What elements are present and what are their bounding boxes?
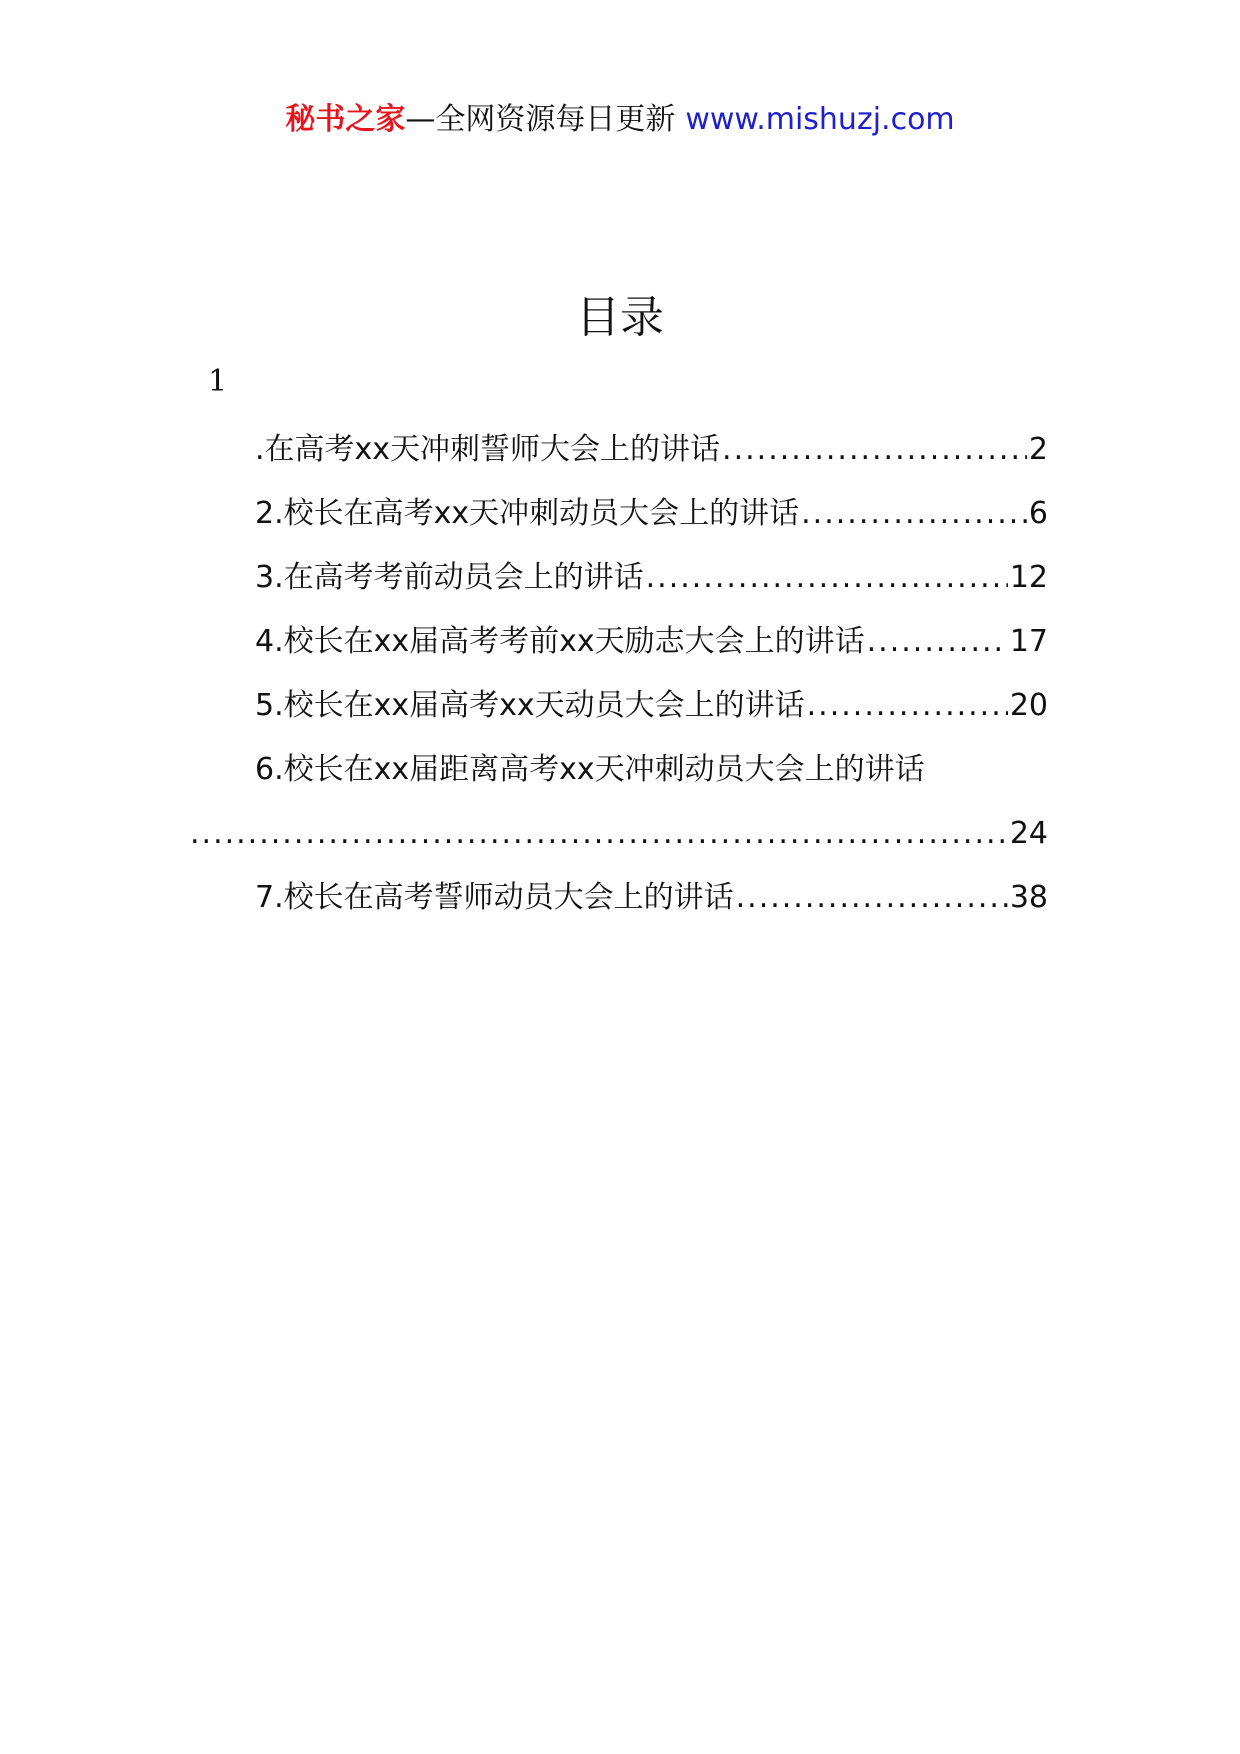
toc-page-number: 17: [1009, 624, 1048, 659]
toc-page-number: 12: [1009, 560, 1048, 595]
toc-dot-leader: [646, 558, 1008, 598]
stray-list-number: 1: [208, 364, 228, 399]
toc-entry-continuation[interactable]: [190, 814, 1048, 854]
toc-dot-leader: [801, 494, 1027, 534]
toc-entry[interactable]: [255, 558, 1048, 598]
toc-entry-title: 4.校长在xx届高考考前xx天励志大会上的讲话: [255, 624, 865, 659]
header-tagline: —全网资源每日更新: [405, 102, 676, 137]
toc-entry-title: 5.校长在xx届高考xx天动员大会上的讲话: [255, 688, 805, 723]
toc-page-number: 6: [1028, 496, 1048, 531]
toc-title: 目录: [576, 292, 664, 343]
toc-entry[interactable]: [255, 430, 1048, 470]
toc-page-number: 20: [1009, 688, 1048, 723]
brand-name: 秘书之家: [285, 102, 406, 137]
toc-entry[interactable]: [255, 622, 1048, 662]
toc-entry-title: .在高考xx天冲刺誓师大会上的讲话: [255, 432, 721, 467]
toc-dot-leader: [722, 430, 1027, 470]
toc-entry[interactable]: [255, 878, 1048, 918]
toc-entry-title: 7.校长在高考誓师动员大会上的讲话: [255, 880, 734, 915]
toc-entry[interactable]: [255, 494, 1048, 534]
toc-entry[interactable]: [255, 750, 1048, 790]
toc-page-number: 24: [1009, 816, 1048, 851]
toc-entry-title: 2.校长在高考xx天冲刺动员大会上的讲话: [255, 496, 800, 531]
toc-dot-leader: [807, 686, 1008, 726]
toc-entry-title: 6.校长在xx届距离高考xx天冲刺动员大会上的讲话: [255, 752, 925, 787]
toc-dot-leader: [736, 878, 1008, 918]
toc-dot-leader: [190, 814, 1008, 854]
page-header: [0, 100, 1240, 140]
toc-entry-title: 3.在高考考前动员会上的讲话: [255, 560, 644, 595]
site-url-link[interactable]: www.mishuzj.com: [685, 102, 955, 137]
toc-dot-leader: [867, 622, 1008, 662]
toc-page-number: 2: [1028, 432, 1048, 467]
toc-page-number: 38: [1009, 880, 1048, 915]
toc-entry[interactable]: [255, 686, 1048, 726]
